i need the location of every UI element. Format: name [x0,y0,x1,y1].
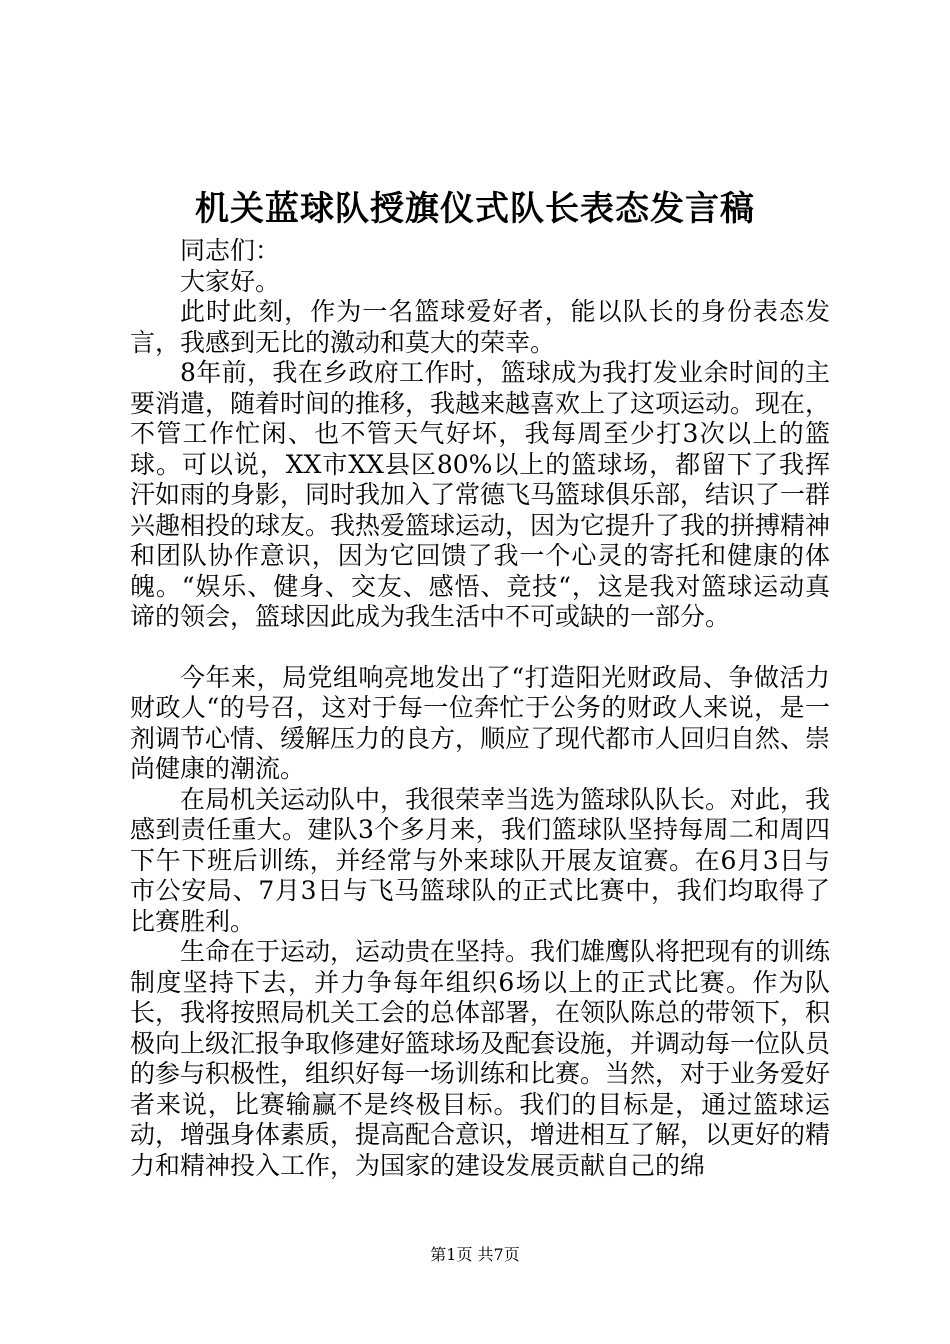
page-title: 机关蓝球队授旗仪式队长表态发言稿 [195,189,755,229]
paragraph: 在局机关运动队中，我很荣幸当选为篮球队队长。对此，我感到责任重大。建队3个多月来，我们篮球队坚持每周二和周四下午下班后训练，并经常与外来球队开展友谊赛。在6月3日与市公安局、7月3日与飞马篮球队的正式比赛中，我们均取得了比赛胜利。 [130,784,831,936]
paragraph: 8年前，我在乡政府工作时，篮球成为我打发业余时间的主要消遣，随着时间的推移，我越来越喜欢上了这项运动。现在，不管工作忙闲、也不管天气好坏，我每周至少打3次以上的篮球。可以说，XX市XX县区80%以上的篮球场，都留下了我挥汗如雨的身影，同时我加入了常德飞马篮球俱乐部，结识了一群兴趣相投的球友。我热爱篮球运动，因为它提升了我的拼搏精神和团队协作意识，因为它回馈了我一个心灵的寄托和健康的体魄。“娱乐、健身、交友、感悟、竞技“，这是我对篮球运动真谛的领会，篮球因此成为我生活中不可或缺的一部分。 [130,358,831,631]
paragraph-greeting: 大家好。 [180,266,281,296]
document-body [130,236,830,1181]
paragraph: 此时此刻，作为一名篮球爱好者，能以队长的身份表态发言，我感到无比的激动和莫大的荣幸。 [130,297,830,357]
paragraph-salutation: 同志们： [180,236,281,265]
paragraph: 今年来，局党组响亮地发出了“打造阳光财政局、争做活力财政人“的号召，这对于每一位奔忙于公务的财政人来说，是一剂调节心情、缓解压力的良方，顺应了现代都市人回归自然、崇尚健康的潮流。 [130,662,831,783]
page-number: 第1页 共7页 [430,1245,520,1264]
paragraph: 生命在于运动，运动贵在坚持。我们雄鹰队将把现有的训练制度坚持下去，并力争每年组织6场以上的正式比赛。作为队长，我将按照局机关工会的总体部署，在领队陈总的带领下，积极向上级汇报争取修建好篮球场及配套设施，并调动每一位队员的参与积极性，组织好每一场训练和比赛。当然，对于业务爱好者来说，比赛输赢不是终极目标。我们的目标是，通过篮球运动，增强身体素质，提高配合意识，增进相互了解，以更好的精力和精神投入工作，为国家的建设发展贡献自己的绵 [130,937,831,1180]
